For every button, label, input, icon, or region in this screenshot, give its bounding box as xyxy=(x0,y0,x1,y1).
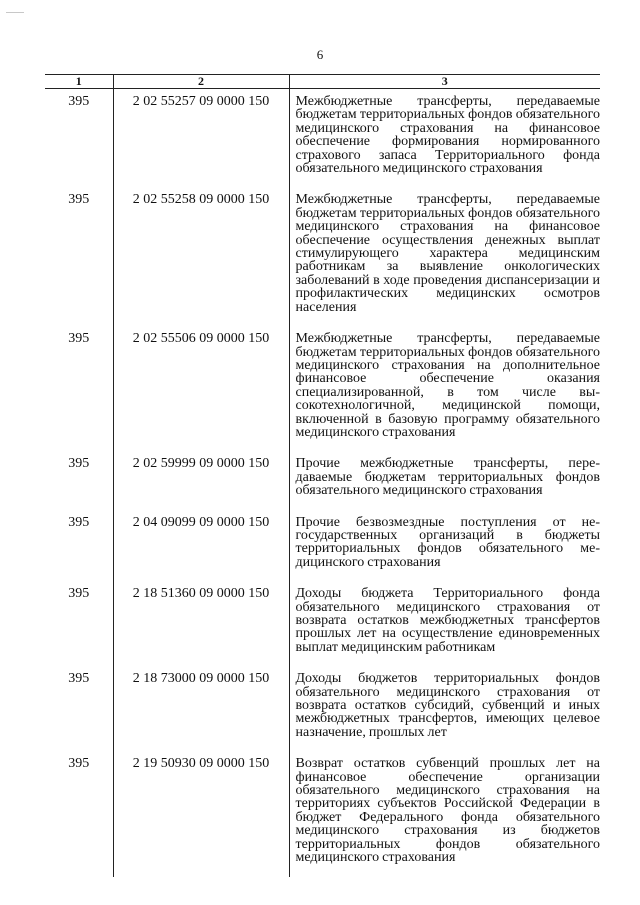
budget-code-cell: 2 19 50930 09 0000 150 xyxy=(113,751,289,876)
table-row xyxy=(45,187,600,326)
admin-code-cell: 395 xyxy=(68,756,90,772)
table-row xyxy=(45,89,600,188)
page-number: 6 xyxy=(316,47,324,62)
budget-code-cell: 2 02 59999 09 0000 150 xyxy=(113,451,289,509)
budget-code-cell: 2 18 51360 09 0000 150 xyxy=(113,581,289,666)
admin-code-cell: 395 xyxy=(68,192,90,208)
description-cell: Доходы бюджетов территориальных фондов обязательного медицинского страхования от возврата остатков субсидий, субвенций и иных межбюджетных трансфертов, имеющих целевое назначение, прошлых лет xyxy=(289,666,600,751)
description-cell: Межбюджетные трансферты, передаваемые бюджетам территориальных фондов обязательного медицинского страхования на финансовое обеспечение осуществления денежных выплат стимулирующего характера медицинским работникам за выявление онкологических заболеваний в ходе проведения диспансеризации и профилактических медицинских осмотров населения xyxy=(289,187,600,326)
admin-code-cell: 395 xyxy=(68,331,90,347)
scan-artifact xyxy=(6,12,24,13)
description-cell: Межбюджетные трансферты, передаваемые бюджетам территориальных фондов обязательного медицинского страхования на дополнительное финансовое обеспечение оказания специализированной, в том числе высокотехнологичной, медицинской помощи, включенной в базовую программу обязательного медицинского страхования xyxy=(289,326,600,451)
table-row xyxy=(45,451,600,509)
admin-code-cell: 395 xyxy=(68,94,90,109)
budget-code-cell: 2 02 55257 09 0000 150 xyxy=(113,89,289,188)
budget-code-cell: 2 18 73000 09 0000 150 xyxy=(113,666,289,751)
table-row xyxy=(45,510,600,582)
admin-code-cell: 395 xyxy=(68,586,90,602)
table-row xyxy=(45,581,600,666)
column-header-3: 3 xyxy=(289,75,600,89)
column-header-1: 1 xyxy=(45,75,113,89)
admin-code-cell: 395 xyxy=(68,671,90,687)
admin-code-cell: 395 xyxy=(68,456,90,472)
description-cell: Доходы бюджета Территориального фонда обязательного медицинского страхования от возврата остатков межбюджетных трансфертов прошлых лет на осуществление единовременных выплат медицинским работникам xyxy=(289,581,600,666)
column-header-2: 2 xyxy=(113,75,289,89)
budget-code-cell: 2 02 55506 09 0000 150 xyxy=(113,326,289,451)
description-cell: Межбюджетные трансферты, передаваемые бюджетам территориальных фондов обязательного медицинского страхования на финансовое обеспечение формирования нормированного страхового запаса Территориального фонда обязательного медицинского страхования xyxy=(289,89,600,188)
admin-code-cell: 395 xyxy=(68,514,90,530)
budget-code-cell: 2 02 55258 09 0000 150 xyxy=(113,187,289,326)
table-header-row xyxy=(45,75,600,89)
description-cell: Прочие безвозмездные поступления от негосударственных организаций в бюджеты территориальных фондов обязательного медицинского страхования xyxy=(289,510,600,582)
description-cell: Возврат остатков субвенций прошлых лет на финансовое обеспечение организации обязательного медицинского страхования на территориях субъектов Российской Федерации в бюджет Федерального фонда обязательного медицинского страхования из бюджетов территориальных фондов обязательного медицинского страхования xyxy=(289,751,600,876)
table-row xyxy=(45,666,600,751)
budget-codes-table xyxy=(45,74,600,877)
table-row xyxy=(45,326,600,451)
description-cell: Прочие межбюджетные трансферты, передаваемые бюджетам территориальных фондов обязательного медицинского страхования xyxy=(289,451,600,509)
budget-code-cell: 2 04 09099 09 0000 150 xyxy=(113,510,289,582)
table-row xyxy=(45,751,600,876)
